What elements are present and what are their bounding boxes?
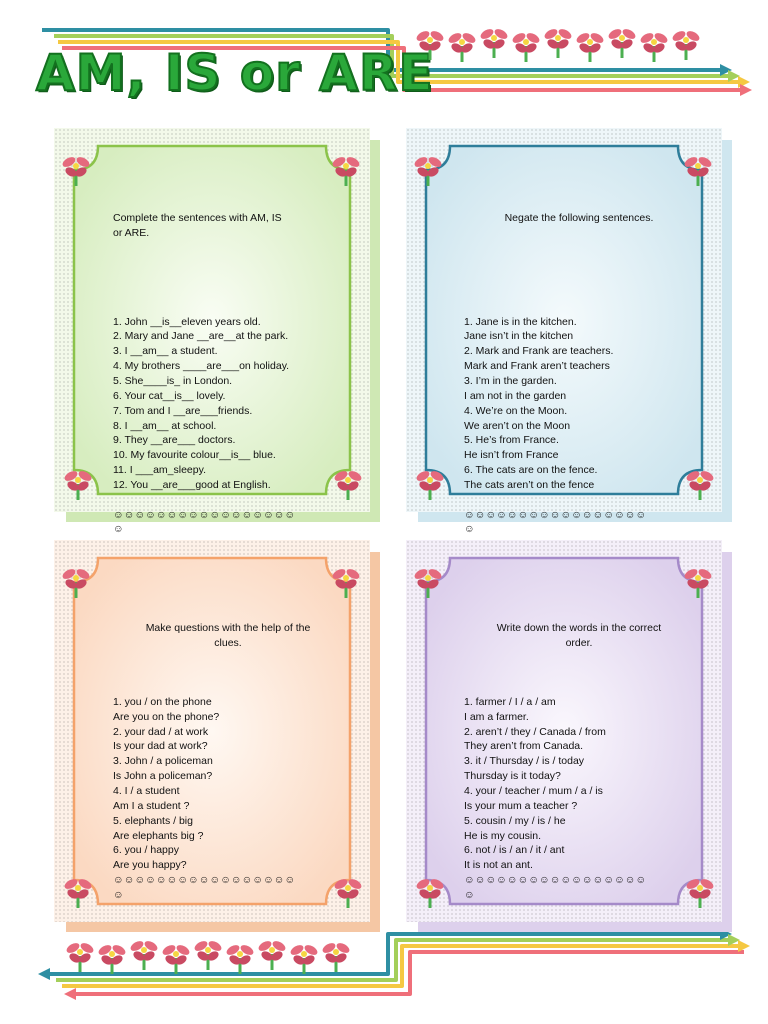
card-line <box>464 300 694 315</box>
card-line: ☺ <box>464 523 475 536</box>
card-line: 12. You __are___good at English. <box>113 478 271 491</box>
card-line: Am I a student ? <box>113 799 190 812</box>
card-line: 1. Jane is in the kitchen. <box>464 315 577 328</box>
card-line: 5. cousin / my / is / he <box>464 814 566 827</box>
card-line: 1. farmer / I / a / am <box>464 695 556 708</box>
card-line: 6. The cats are on the fence. <box>464 464 598 477</box>
card-line: 4. I / a student <box>113 784 180 797</box>
card-line: ☺☺☺☺☺☺☺☺☺☺☺☺☺☺☺☺☺ <box>464 508 647 521</box>
card-line: Is your mum a teacher ? <box>464 799 578 812</box>
card-line: 4. We’re on the Moon. <box>464 404 568 417</box>
card-line: 3. John / a policeman <box>113 755 213 768</box>
card-line <box>464 493 694 508</box>
card-line: 1. John __is__eleven years old. <box>113 315 261 328</box>
card-line: Jane isn’t in the kitchen <box>464 330 574 343</box>
card-line: 8. I __am__ at school. <box>113 419 217 432</box>
card-line: 5. She____is_ in London. <box>113 374 233 387</box>
card-line: 7. Tom and I __are___friends. <box>113 404 253 417</box>
card-line: I am a farmer. <box>464 710 529 723</box>
card-line: Is John a policeman? <box>113 770 213 783</box>
card-line <box>113 493 343 508</box>
card-order-text <box>464 591 694 918</box>
card-line: 4. My brothers ____are___on holiday. <box>113 360 290 373</box>
card-line: They aren’t from Canada. <box>464 740 584 753</box>
card-line: The cats aren’t on the fence <box>464 478 595 491</box>
card-line: 9. They __are___ doctors. <box>113 434 236 447</box>
card-questions-text <box>113 591 343 918</box>
card-line: It is not an ant. <box>464 859 533 872</box>
card-line <box>113 680 343 695</box>
page-title: AM, IS or ARE <box>36 44 434 102</box>
card-line: 5. He’s from France. <box>464 434 559 447</box>
card-line: I am not in the garden <box>464 389 567 402</box>
card-line: 6. Your cat__is__ lovely. <box>113 389 226 402</box>
card-line: Thursday is it today? <box>464 770 561 783</box>
card-line: ☺☺☺☺☺☺☺☺☺☺☺☺☺☺☺☺☺ <box>113 508 296 521</box>
card-line: Are you on the phone? <box>113 710 220 723</box>
card-line: 3. it / Thursday / is / today <box>464 755 585 768</box>
card-line <box>464 680 694 695</box>
card-line: 2. aren’t / they / Canada / from <box>464 725 606 738</box>
card-lines <box>113 680 343 903</box>
card-line: 11. I ___am_sleepy. <box>113 464 207 477</box>
card-line: Mark and Frank aren’t teachers <box>464 360 610 373</box>
card-line: ☺ <box>113 888 124 901</box>
card-line: 10. My favourite colour__is__ blue. <box>113 449 276 462</box>
card-line: ☺☺☺☺☺☺☺☺☺☺☺☺☺☺☺☺☺ <box>113 874 296 887</box>
card-heading: Write down the words in the correct order. <box>496 621 662 649</box>
card-line: Are you happy? <box>113 859 187 872</box>
card-line: 3. I __am__ a student. <box>113 345 218 358</box>
flower-border-top <box>416 22 706 68</box>
card-line: ☺☺☺☺☺☺☺☺☺☺☺☺☺☺☺☺☺ <box>464 874 647 887</box>
card-line: 6. not / is / an / it / ant <box>464 844 565 857</box>
card-line: We aren’t on the Moon <box>464 419 571 432</box>
card-line: 2. your dad / at work <box>113 725 209 738</box>
card-heading: Negate the following sentences. <box>504 211 654 224</box>
card-line: 3. I’m in the garden. <box>464 374 557 387</box>
card-lines <box>113 315 343 538</box>
card-line: Are elephants big ? <box>113 829 204 842</box>
card-lines <box>464 680 694 903</box>
card-lines <box>464 300 694 538</box>
card-line: 2. Mary and Jane __are__at the park. <box>113 330 289 343</box>
card-line: 5. elephants / big <box>113 814 193 827</box>
card-line: ☺ <box>113 523 124 536</box>
card-negate-text <box>464 181 694 552</box>
card-line: ☺ <box>464 888 475 901</box>
card-line: He is my cousin. <box>464 829 542 842</box>
card-line: Is your dad at work? <box>113 740 208 753</box>
card-complete-text <box>113 181 343 552</box>
flower-border-bottom <box>66 934 356 980</box>
card-line: He isn’t from France <box>464 449 559 462</box>
card-heading: Make questions with the help of the clues. <box>145 621 311 649</box>
card-line: 4. your / teacher / mum / a / is <box>464 784 603 797</box>
card-line: 2. Mark and Frank are teachers. <box>464 345 614 358</box>
card-line: 6. you / happy <box>113 844 179 857</box>
card-line: 1. you / on the phone <box>113 695 212 708</box>
card-heading: Complete the sentences with AM, IS or ARE. <box>113 211 282 239</box>
